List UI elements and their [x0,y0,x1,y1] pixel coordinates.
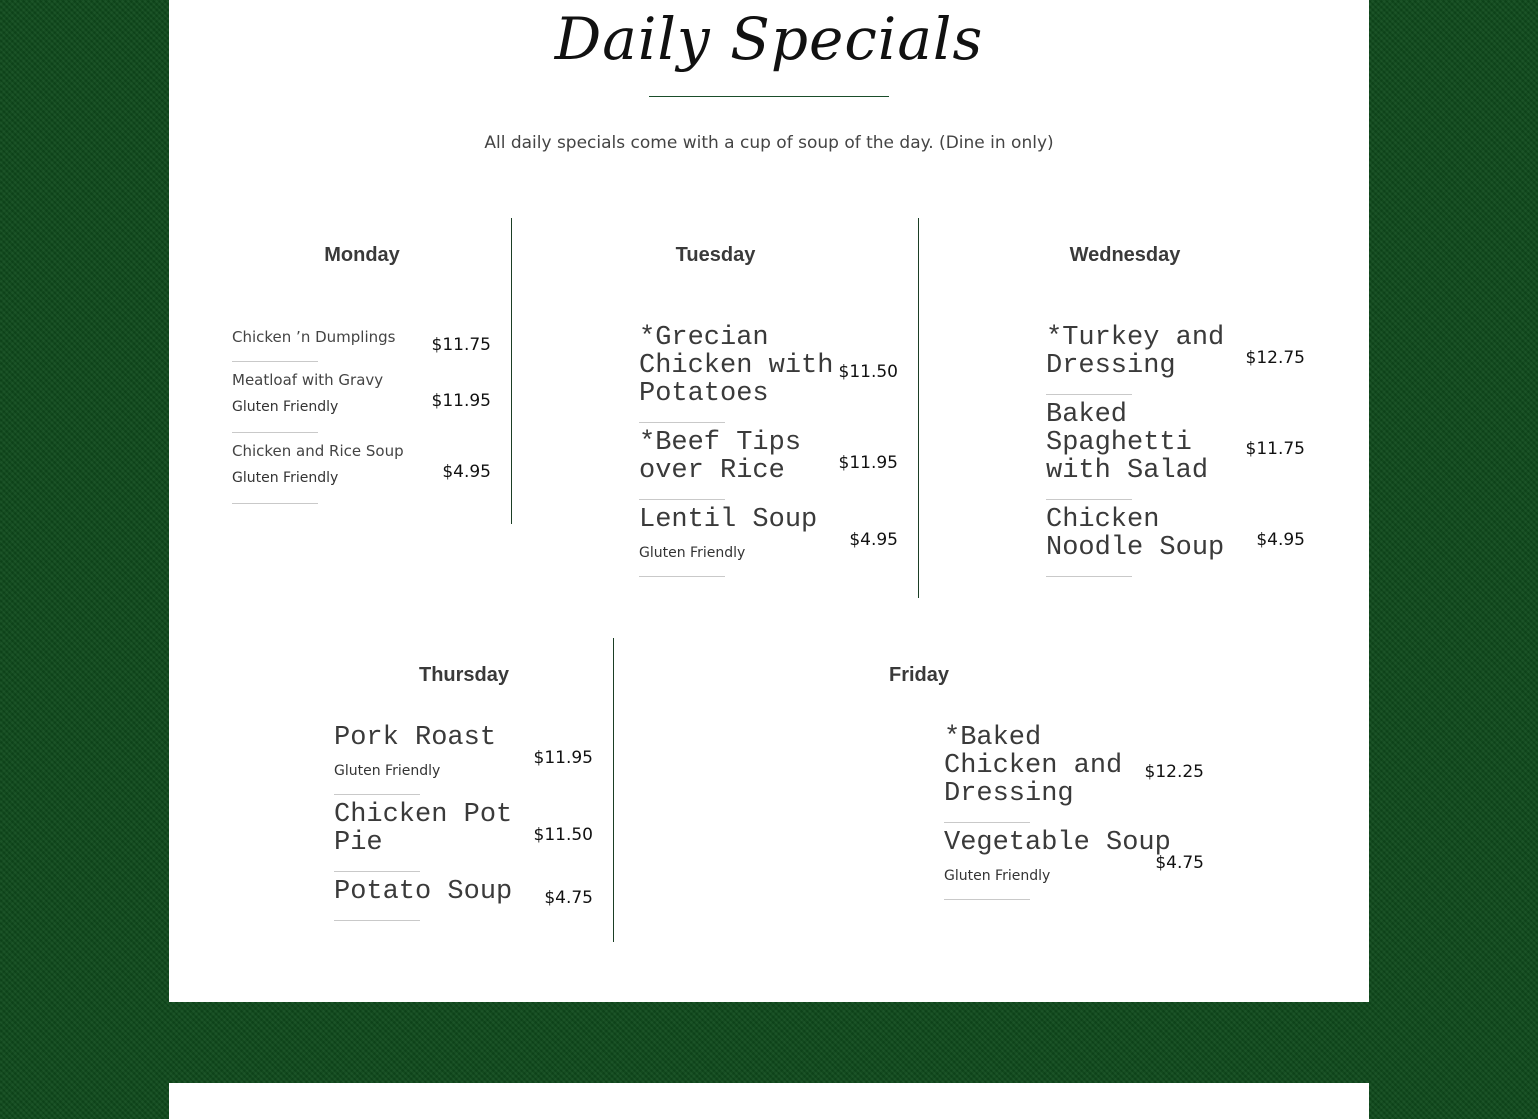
menu-item [1046,324,1305,395]
item-divider [232,432,318,433]
day-heading-monday: Monday [324,244,400,266]
menu-item [944,724,1204,823]
day-heading-friday: Friday [888,664,950,686]
gluten-friendly-note: Gluten Friendly [232,399,339,415]
item-price: $4.95 [1256,530,1305,550]
specials-panel [169,0,1369,1002]
item-divider [334,920,420,921]
item-name: *Grecian Chicken with Potatoes [639,323,834,409]
item-divider [639,422,725,423]
item-price: $12.75 [1245,348,1305,368]
title-divider [649,96,889,97]
item-price: $11.95 [431,391,491,411]
item-name: Chicken Noodle Soup [1046,505,1225,563]
day-heading-thursday: Thursday [418,664,510,686]
menu-item [639,506,898,577]
item-divider [639,499,725,500]
item-price: $11.75 [1245,439,1305,459]
menu-item [639,324,898,423]
next-section-panel [169,1083,1369,1119]
item-divider [334,794,420,795]
item-name: *Beef Tips over Rice [639,428,802,486]
gluten-friendly-note: Gluten Friendly [944,868,1051,884]
menu-item [232,369,491,433]
gluten-friendly-note: Gluten Friendly [334,763,441,779]
item-price: $4.95 [849,530,898,550]
item-divider [1046,576,1132,577]
item-price: $11.50 [838,362,898,382]
menu-item [334,801,593,872]
item-name: *Turkey and Dressing [1046,323,1225,381]
item-price: $11.95 [533,748,593,768]
item-name: Chicken and Rice Soup [232,442,404,460]
day-wednesday [919,218,1331,598]
item-divider [639,576,725,577]
item-price: $11.50 [533,825,593,845]
item-name: Chicken Pot Pie [334,800,513,858]
menu-item [1046,401,1305,500]
menu-item [944,829,1204,900]
gluten-friendly-note: Gluten Friendly [232,470,339,486]
menu-item [1046,506,1305,577]
item-price: $12.25 [1144,762,1204,782]
item-name: Vegetable Soup [944,828,1171,858]
item-price: $11.95 [838,453,898,473]
item-divider [334,871,420,872]
menu-item [232,440,491,504]
menu-item [639,429,898,500]
day-friday [614,638,1224,942]
item-divider [1046,394,1132,395]
day-thursday [314,638,614,942]
item-divider [944,899,1030,900]
day-monday [212,218,512,524]
item-name: Meatloaf with Gravy [232,371,384,389]
item-name: Chicken ’n Dumplings [232,328,396,346]
item-price: $4.75 [1155,853,1204,873]
item-name: Potato Soup [334,877,513,907]
item-name: *Baked Chicken and Dressing [944,723,1123,809]
item-divider [232,503,318,504]
menu-item [334,724,593,795]
item-price: $4.75 [544,888,593,908]
item-price: $11.75 [431,335,491,355]
item-divider [232,361,318,362]
menu-item [232,326,491,362]
day-heading-wednesday: Wednesday [1069,244,1181,266]
item-name: Baked Spaghetti with Salad [1046,400,1209,486]
item-divider [944,822,1030,823]
item-name: Lentil Soup [639,505,818,535]
page-title: Daily Specials [554,5,984,73]
page-subtitle: All daily specials come with a cup of soup of the day. (Dine in only) [484,133,1054,153]
item-name: Pork Roast [334,723,497,753]
day-heading-tuesday: Tuesday [675,244,756,266]
item-divider [1046,499,1132,500]
menu-item [334,878,593,921]
item-price: $4.95 [442,462,491,482]
gluten-friendly-note: Gluten Friendly [639,545,746,561]
day-tuesday [512,218,919,598]
